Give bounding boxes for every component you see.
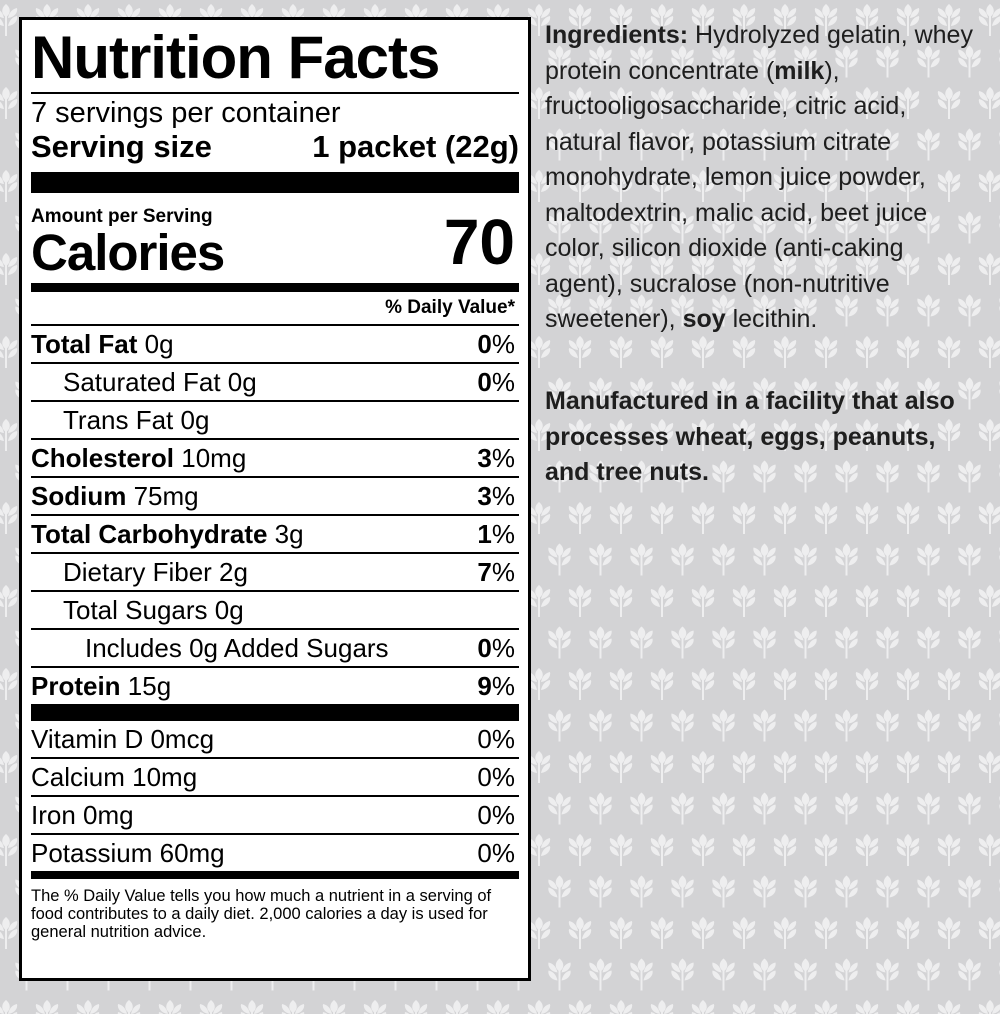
wheat-icon [630, 876, 652, 908]
wheat-icon [958, 627, 980, 659]
wheat-icon [0, 751, 17, 783]
nutrient-row [31, 364, 519, 402]
wheat-icon [794, 544, 816, 576]
wheat-icon [0, 668, 17, 700]
serving-size-value: 1 packet (22g) [312, 129, 519, 164]
wheat-icon [815, 502, 837, 534]
wheat-icon [835, 959, 857, 991]
wheat-icon [589, 710, 611, 742]
wheat-icon [835, 710, 857, 742]
wheat-icon [774, 834, 796, 866]
nutrient-name: Includes 0g Added Sugars [85, 632, 389, 663]
nutrient-daily-value: 1% [477, 518, 515, 549]
wheat-icon [794, 793, 816, 825]
wheat-icon [671, 710, 693, 742]
medium-divider [31, 871, 519, 879]
wheat-icon [569, 502, 591, 534]
ingredients-label: Ingredients: [545, 21, 689, 49]
wheat-icon [671, 793, 693, 825]
wheat-icon [528, 917, 550, 949]
wheat-icon [753, 793, 775, 825]
wheat-icon [0, 834, 17, 866]
wheat-icon [0, 1000, 17, 1014]
wheat-icon [651, 502, 673, 534]
wheat-icon [610, 336, 632, 368]
nutrient-row [31, 592, 519, 630]
wheat-icon [630, 959, 652, 991]
nutrient-daily-value: 9% [477, 670, 515, 701]
wheat-icon [897, 917, 919, 949]
wheat-icon [815, 751, 837, 783]
wheat-icon [835, 627, 857, 659]
vitamin-row [31, 721, 519, 759]
wheat-icon [651, 585, 673, 617]
vitamin-daily-value: 0% [477, 799, 515, 830]
wheat-icon [589, 544, 611, 576]
wheat-icon [630, 793, 652, 825]
wheat-icon [897, 834, 919, 866]
wheat-icon [733, 834, 755, 866]
nutrient-daily-value: 0% [477, 328, 515, 359]
wheat-icon [917, 959, 939, 991]
nutrient-row [31, 440, 519, 478]
wheat-icon [651, 834, 673, 866]
wheat-icon [651, 336, 673, 368]
wheat-icon [692, 502, 714, 534]
calories-value: 70 [443, 206, 515, 278]
wheat-icon [835, 876, 857, 908]
wheat-icon [589, 627, 611, 659]
wheat-icon [979, 336, 1000, 368]
wheat-icon [282, 1000, 304, 1014]
wheat-icon [159, 1000, 181, 1014]
wheat-icon [856, 502, 878, 534]
nutrient-daily-value: 3% [477, 442, 515, 473]
vitamin-name: Vitamin D 0mcg [31, 723, 215, 754]
wheat-icon [630, 544, 652, 576]
ingredients-statement [545, 18, 985, 338]
vitamin-name: Potassium 60mg [31, 837, 225, 868]
wheat-icon [876, 544, 898, 576]
wheat-icon [671, 959, 693, 991]
vitamin-row [31, 797, 519, 835]
wheat-icon [979, 1000, 1000, 1014]
wheat-icon [856, 336, 878, 368]
wheat-icon [569, 751, 591, 783]
wheat-icon [774, 502, 796, 534]
wheat-icon [0, 419, 17, 451]
nutrient-row [31, 402, 519, 440]
wheat-icon [815, 336, 837, 368]
wheat-icon [856, 585, 878, 617]
wheat-icon [364, 1000, 386, 1014]
wheat-icon [856, 917, 878, 949]
vitamin-daily-value: 0% [477, 837, 515, 868]
allergen-milk: milk [774, 56, 825, 85]
facility-allergen-statement: Manufactured in a facility that also processes wheat, eggs, peanuts, and tree nuts. [545, 387, 955, 486]
wheat-icon [733, 917, 755, 949]
wheat-icon [774, 751, 796, 783]
allergen-soy: soy [682, 305, 726, 333]
wheat-icon [712, 876, 734, 908]
wheat-icon [528, 834, 550, 866]
wheat-icon [753, 959, 775, 991]
wheat-icon [897, 751, 919, 783]
wheat-icon [979, 585, 1000, 617]
wheat-icon [774, 585, 796, 617]
wheat-icon [528, 1000, 550, 1014]
wheat-icon [856, 668, 878, 700]
nutrient-daily-value: 0% [477, 632, 515, 663]
wheat-icon [630, 627, 652, 659]
wheat-icon [0, 502, 17, 534]
wheat-icon [774, 1000, 796, 1014]
wheat-icon [589, 959, 611, 991]
wheat-icon [569, 668, 591, 700]
wheat-icon [815, 1000, 837, 1014]
vitamin-row [31, 835, 519, 871]
wheat-icon [651, 751, 673, 783]
wheat-icon [548, 876, 570, 908]
wheat-icon [712, 710, 734, 742]
nutrient-name: Sodium 75mg [31, 480, 199, 511]
nutrient-name: Trans Fat 0g [63, 404, 210, 435]
wheat-icon [794, 876, 816, 908]
wheat-icon [671, 627, 693, 659]
wheat-icon [733, 668, 755, 700]
wheat-icon [958, 959, 980, 991]
wheat-icon [917, 710, 939, 742]
wheat-icon [548, 793, 570, 825]
wheat-icon [0, 917, 17, 949]
wheat-icon [753, 710, 775, 742]
wheat-icon [569, 1000, 591, 1014]
wheat-icon [712, 793, 734, 825]
wheat-icon [528, 668, 550, 700]
wheat-icon [856, 751, 878, 783]
wheat-icon [692, 917, 714, 949]
wheat-icon [0, 87, 17, 119]
wheat-icon [241, 1000, 263, 1014]
nutrient-name: Total Sugars 0g [63, 594, 244, 625]
wheat-icon [979, 668, 1000, 700]
nutrient-row [31, 554, 519, 592]
wheat-icon [528, 502, 550, 534]
wheat-icon [938, 336, 960, 368]
thick-divider [31, 704, 519, 721]
nutrient-daily-value: 7% [477, 556, 515, 587]
wheat-icon [876, 959, 898, 991]
wheat-icon [671, 544, 693, 576]
wheat-icon [610, 917, 632, 949]
wheat-icon [917, 876, 939, 908]
wheat-icon [610, 834, 632, 866]
nutrient-name: Cholesterol 10mg [31, 442, 247, 473]
wheat-icon [548, 544, 570, 576]
wheat-icon [958, 544, 980, 576]
wheat-icon [548, 959, 570, 991]
servings-per-container: 7 servings per container [31, 97, 341, 129]
nutrient-row [31, 630, 519, 668]
wheat-icon [876, 793, 898, 825]
wheat-icon [671, 876, 693, 908]
wheat-icon [528, 336, 550, 368]
wheat-icon [794, 710, 816, 742]
wheat-icon [733, 502, 755, 534]
wheat-icon [77, 1000, 99, 1014]
wheat-icon [651, 917, 673, 949]
wheat-icon [0, 336, 17, 368]
wheat-icon [958, 876, 980, 908]
wheat-icon [692, 336, 714, 368]
wheat-icon [979, 502, 1000, 534]
wheat-icon [876, 876, 898, 908]
wheat-icon [569, 336, 591, 368]
vitamin-daily-value: 0% [477, 761, 515, 792]
wheat-icon [610, 751, 632, 783]
wheat-icon [0, 170, 17, 202]
wheat-icon [897, 585, 919, 617]
wheat-icon [876, 627, 898, 659]
wheat-icon [835, 793, 857, 825]
wheat-icon [610, 668, 632, 700]
wheat-icon [692, 668, 714, 700]
ingredients-text: lecithin. [725, 305, 818, 333]
amount-per-serving: Amount per Serving [31, 206, 213, 227]
wheat-icon [753, 876, 775, 908]
wheat-icon [979, 834, 1000, 866]
wheat-icon [692, 751, 714, 783]
wheat-icon [548, 710, 570, 742]
wheat-icon [938, 834, 960, 866]
ingredients-text: Hydrolyzed gelatin, whey protein concentrate ( [545, 21, 973, 85]
wheat-icon [487, 1000, 509, 1014]
wheat-icon [733, 1000, 755, 1014]
nutrient-list [31, 326, 519, 704]
wheat-icon [815, 834, 837, 866]
wheat-icon [917, 627, 939, 659]
wheat-icon [610, 1000, 632, 1014]
wheat-icon [0, 4, 17, 36]
medium-divider [31, 283, 519, 292]
vitamin-daily-value: 0% [477, 723, 515, 754]
wheat-icon [774, 336, 796, 368]
wheat-icon [589, 876, 611, 908]
nutrient-name: Total Fat 0g [31, 328, 174, 359]
wheat-icon [876, 710, 898, 742]
wheat-icon [528, 585, 550, 617]
thick-divider [31, 172, 519, 193]
wheat-icon [938, 502, 960, 534]
wheat-icon [979, 917, 1000, 949]
wheat-icon [692, 585, 714, 617]
wheat-icon [36, 1000, 58, 1014]
wheat-icon [917, 544, 939, 576]
wheat-icon [569, 585, 591, 617]
wheat-icon [815, 917, 837, 949]
wheat-icon [651, 668, 673, 700]
wheat-icon [753, 544, 775, 576]
wheat-icon [200, 1000, 222, 1014]
wheat-icon [712, 959, 734, 991]
wheat-icon [528, 751, 550, 783]
wheat-icon [897, 1000, 919, 1014]
vitamin-name: Iron 0mg [31, 799, 134, 830]
nutrient-name: Total Carbohydrate 3g [31, 518, 304, 549]
wheat-icon [938, 585, 960, 617]
wheat-icon [0, 585, 17, 617]
nutrition-facts-panel [19, 17, 531, 981]
wheat-icon [569, 917, 591, 949]
wheat-icon [733, 336, 755, 368]
wheat-icon [0, 253, 17, 285]
wheat-icon [733, 751, 755, 783]
nutrient-name: Saturated Fat 0g [63, 366, 257, 397]
nutrition-facts-title: Nutrition Facts [31, 24, 440, 91]
wheat-icon [856, 834, 878, 866]
wheat-icon [938, 917, 960, 949]
nutrient-row [31, 668, 519, 704]
calories-label: Calories [31, 224, 225, 281]
ingredients-text: ), fructooligosaccharide, citric acid, natural flavor, potassium citrate monohydrate, lemon juice powder, maltodextrin, malic acid, beet juice color, silicon dioxide (anti-caking agent), sucralose (non-nutritive sweetener), [545, 56, 928, 333]
wheat-icon [569, 834, 591, 866]
vitamin-row [31, 759, 519, 797]
wheat-icon [118, 1000, 140, 1014]
nutrient-daily-value: 0% [477, 366, 515, 397]
wheat-icon [712, 627, 734, 659]
wheat-icon [794, 959, 816, 991]
wheat-icon [958, 793, 980, 825]
serving-size-label: Serving size [31, 129, 212, 164]
wheat-icon [815, 668, 837, 700]
wheat-icon [405, 1000, 427, 1014]
nutrient-row [31, 478, 519, 516]
wheat-icon [897, 668, 919, 700]
wheat-icon [692, 834, 714, 866]
wheat-icon [979, 751, 1000, 783]
wheat-icon [815, 585, 837, 617]
vitamin-name: Calcium 10mg [31, 761, 198, 792]
divider [31, 92, 519, 94]
wheat-icon [835, 544, 857, 576]
wheat-icon [897, 336, 919, 368]
wheat-icon [794, 627, 816, 659]
wheat-icon [610, 502, 632, 534]
wheat-icon [712, 544, 734, 576]
wheat-icon [548, 627, 570, 659]
wheat-icon [856, 1000, 878, 1014]
wheat-icon [446, 1000, 468, 1014]
wheat-icon [897, 502, 919, 534]
nutrient-daily-value: 3% [477, 480, 515, 511]
wheat-icon [323, 1000, 345, 1014]
wheat-icon [630, 710, 652, 742]
wheat-icon [938, 751, 960, 783]
wheat-icon [589, 793, 611, 825]
vitamin-list [31, 721, 519, 871]
wheat-icon [958, 710, 980, 742]
daily-value-footnote: The % Daily Value tells you how much a nutrient in a serving of food contributes to a daily diet. 2,000 calories a day is used for general nutrition advice. [31, 887, 492, 941]
nutrient-row [31, 326, 519, 364]
wheat-icon [733, 585, 755, 617]
serving-size [31, 130, 519, 164]
wheat-icon [774, 668, 796, 700]
nutrient-name: Protein 15g [31, 670, 172, 701]
wheat-icon [774, 917, 796, 949]
wheat-icon [692, 1000, 714, 1014]
wheat-icon [938, 1000, 960, 1014]
wheat-icon [753, 627, 775, 659]
wheat-icon [917, 793, 939, 825]
wheat-icon [651, 1000, 673, 1014]
wheat-icon [938, 668, 960, 700]
daily-value-header: % Daily Value* [31, 292, 519, 326]
wheat-icon [610, 585, 632, 617]
nutrient-name: Dietary Fiber 2g [63, 556, 248, 587]
calories-block [31, 193, 519, 279]
nutrient-row [31, 516, 519, 554]
